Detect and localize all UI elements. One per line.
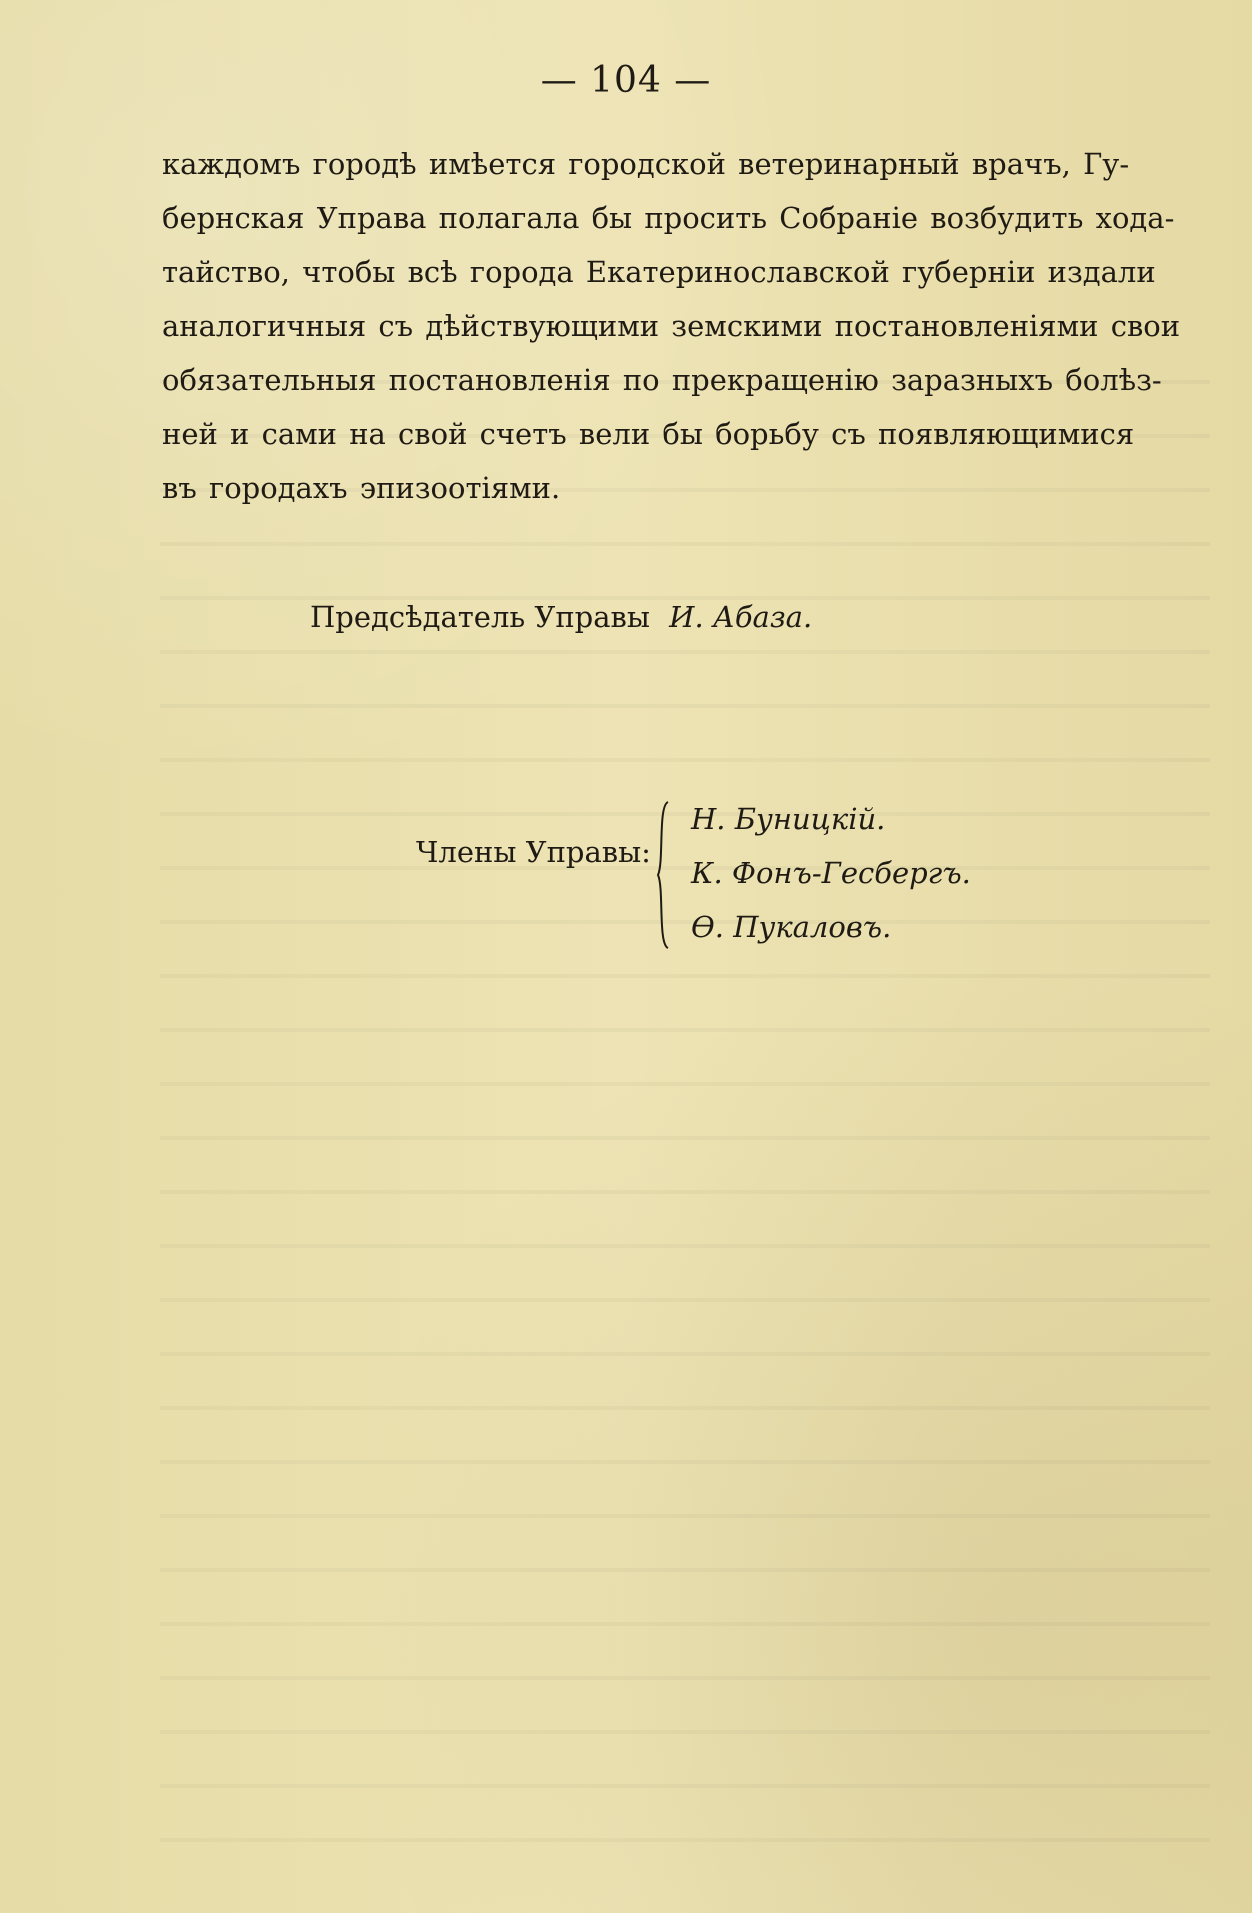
- body-line: ней и сами на свой счетъ вели бы борьбу съ появляющимися: [162, 417, 1135, 451]
- body-paragraph: [162, 137, 1212, 515]
- body-line: тайство, чтобы всѣ города Екатеринославской губерніи издали: [162, 255, 1156, 289]
- members-list: [691, 792, 971, 954]
- members-label: Члены Управы:: [416, 835, 651, 869]
- chairman-signature: [310, 600, 812, 634]
- body-line: въ городахъ эпизоотіями.: [162, 471, 561, 505]
- member-name: К. Фонъ-Гесбергъ.: [691, 856, 971, 890]
- member-name: Н. Буницкій.: [691, 802, 886, 836]
- chairman-label: Предсѣдатель Управы: [310, 600, 650, 634]
- page-number: — 104 —: [540, 60, 712, 101]
- body-line: бернская Управа полагала бы просить Собраніе возбудить хода-: [162, 201, 1175, 235]
- member-name: Ѳ. Пукаловъ.: [691, 910, 892, 944]
- body-line: аналогичныя съ дѣйствующими земскими постановленіями свои: [162, 309, 1181, 343]
- brace-icon: [654, 800, 670, 950]
- board-members-block: [416, 792, 1036, 972]
- body-line: обязательныя постановленія по прекращенію заразныхъ болѣз-: [162, 363, 1162, 397]
- body-line: каждомъ городѣ имѣется городской ветеринарный врачъ, Гу-: [162, 147, 1130, 181]
- chairman-name: И. Абаза.: [669, 600, 813, 634]
